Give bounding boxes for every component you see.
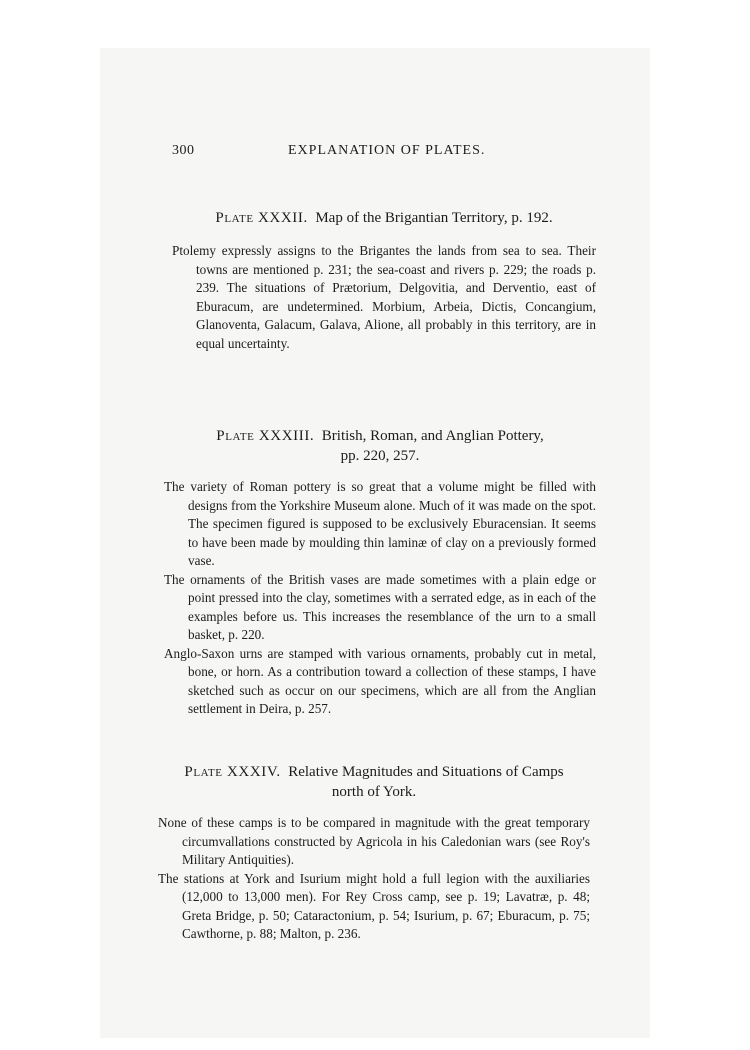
plate-paragraph: The ornaments of the British vases are made sometimes with a plain edge or point pressed into the clay, sometimes with a serrated edge, as in each of the examples before us. This increases the resemblance of the urn to a small basket, p. 220.: [164, 571, 596, 642]
plate-heading-line: [172, 208, 596, 228]
plate-heading: [172, 208, 596, 228]
plate-heading-line: [158, 762, 590, 782]
plate-title: British, Roman, and Anglian Pottery,: [321, 428, 544, 444]
plate-heading: [164, 426, 596, 466]
plate-paragraph: None of these camps is to be compared in magnitude with the great temporary circumvallations constructed by Agricola in his Caledonian wars (see Roy's Military Antiquities).: [158, 815, 590, 867]
plate-label: Plate XXXIII.: [216, 428, 315, 444]
plate-xxxiv-section: [158, 762, 590, 944]
plate-title: Relative Magnitudes and Situations of Camps: [288, 764, 564, 780]
plate-title: Map of the Brigantian Territory, p. 192.: [315, 210, 553, 226]
plate-paragraph: The stations at York and Isurium might hold a full legion with the auxiliaries (12,000 to 13,000 men). For Rey Cross camp, see p. 19; Lavatræ, p. 48; Greta Bridge, p. 50; Cataractonium, p. 54; Isurium, p. 67; Eburacum, p. 75; Cawthorne, p. 88; Malton, p. 236.: [158, 870, 590, 941]
plate-heading-line: [164, 426, 596, 446]
plate-heading: [158, 762, 590, 802]
running-title: EXPLANATION OF PLATES.: [288, 143, 486, 158]
plate-label: Plate XXXIV.: [184, 764, 281, 780]
plate-paragraph: Anglo-Saxon urns are stamped with various ornaments, probably cut in metal, bone, or horn. As a contribution toward a collection of these stamps, I have sketched such as occur on our specimens, which are all from the Anglian settlement in Deira, p. 257.: [164, 645, 596, 716]
plate-title-continuation: north of York.: [331, 784, 417, 800]
plate-paragraph: The variety of Roman pottery is so great that a volume might be filled with designs from the Yorkshire Museum alone. Much of it was made on the spot. The specimen figured is supposed to be exclusively Eburacensian. It seems to have been made by moulding thin laminæ of clay on a previously formed vase.: [164, 479, 596, 568]
page-number: 300: [172, 143, 195, 158]
plate-paragraph: Ptolemy expressly assigns to the Brigantes the lands from sea to sea. Their towns are mentioned p. 231; the sea-coast and rivers p. 229; the roads p. 239. The situations of Prætorium, Delgovitia, and Derventio, east of Eburacum, are undetermined. Morbium, Arbeia, Dictis, Concangium, Glanoventa, Galacum, Galava, Alione, all probably in this territory, are in equal uncertainty.: [172, 243, 596, 351]
plate-xxxii-section: [172, 208, 596, 353]
plate-title-continuation: pp. 220, 257.: [340, 448, 420, 464]
plate-label: Plate XXXII.: [215, 210, 308, 226]
plate-xxxiii-section: [164, 426, 596, 719]
